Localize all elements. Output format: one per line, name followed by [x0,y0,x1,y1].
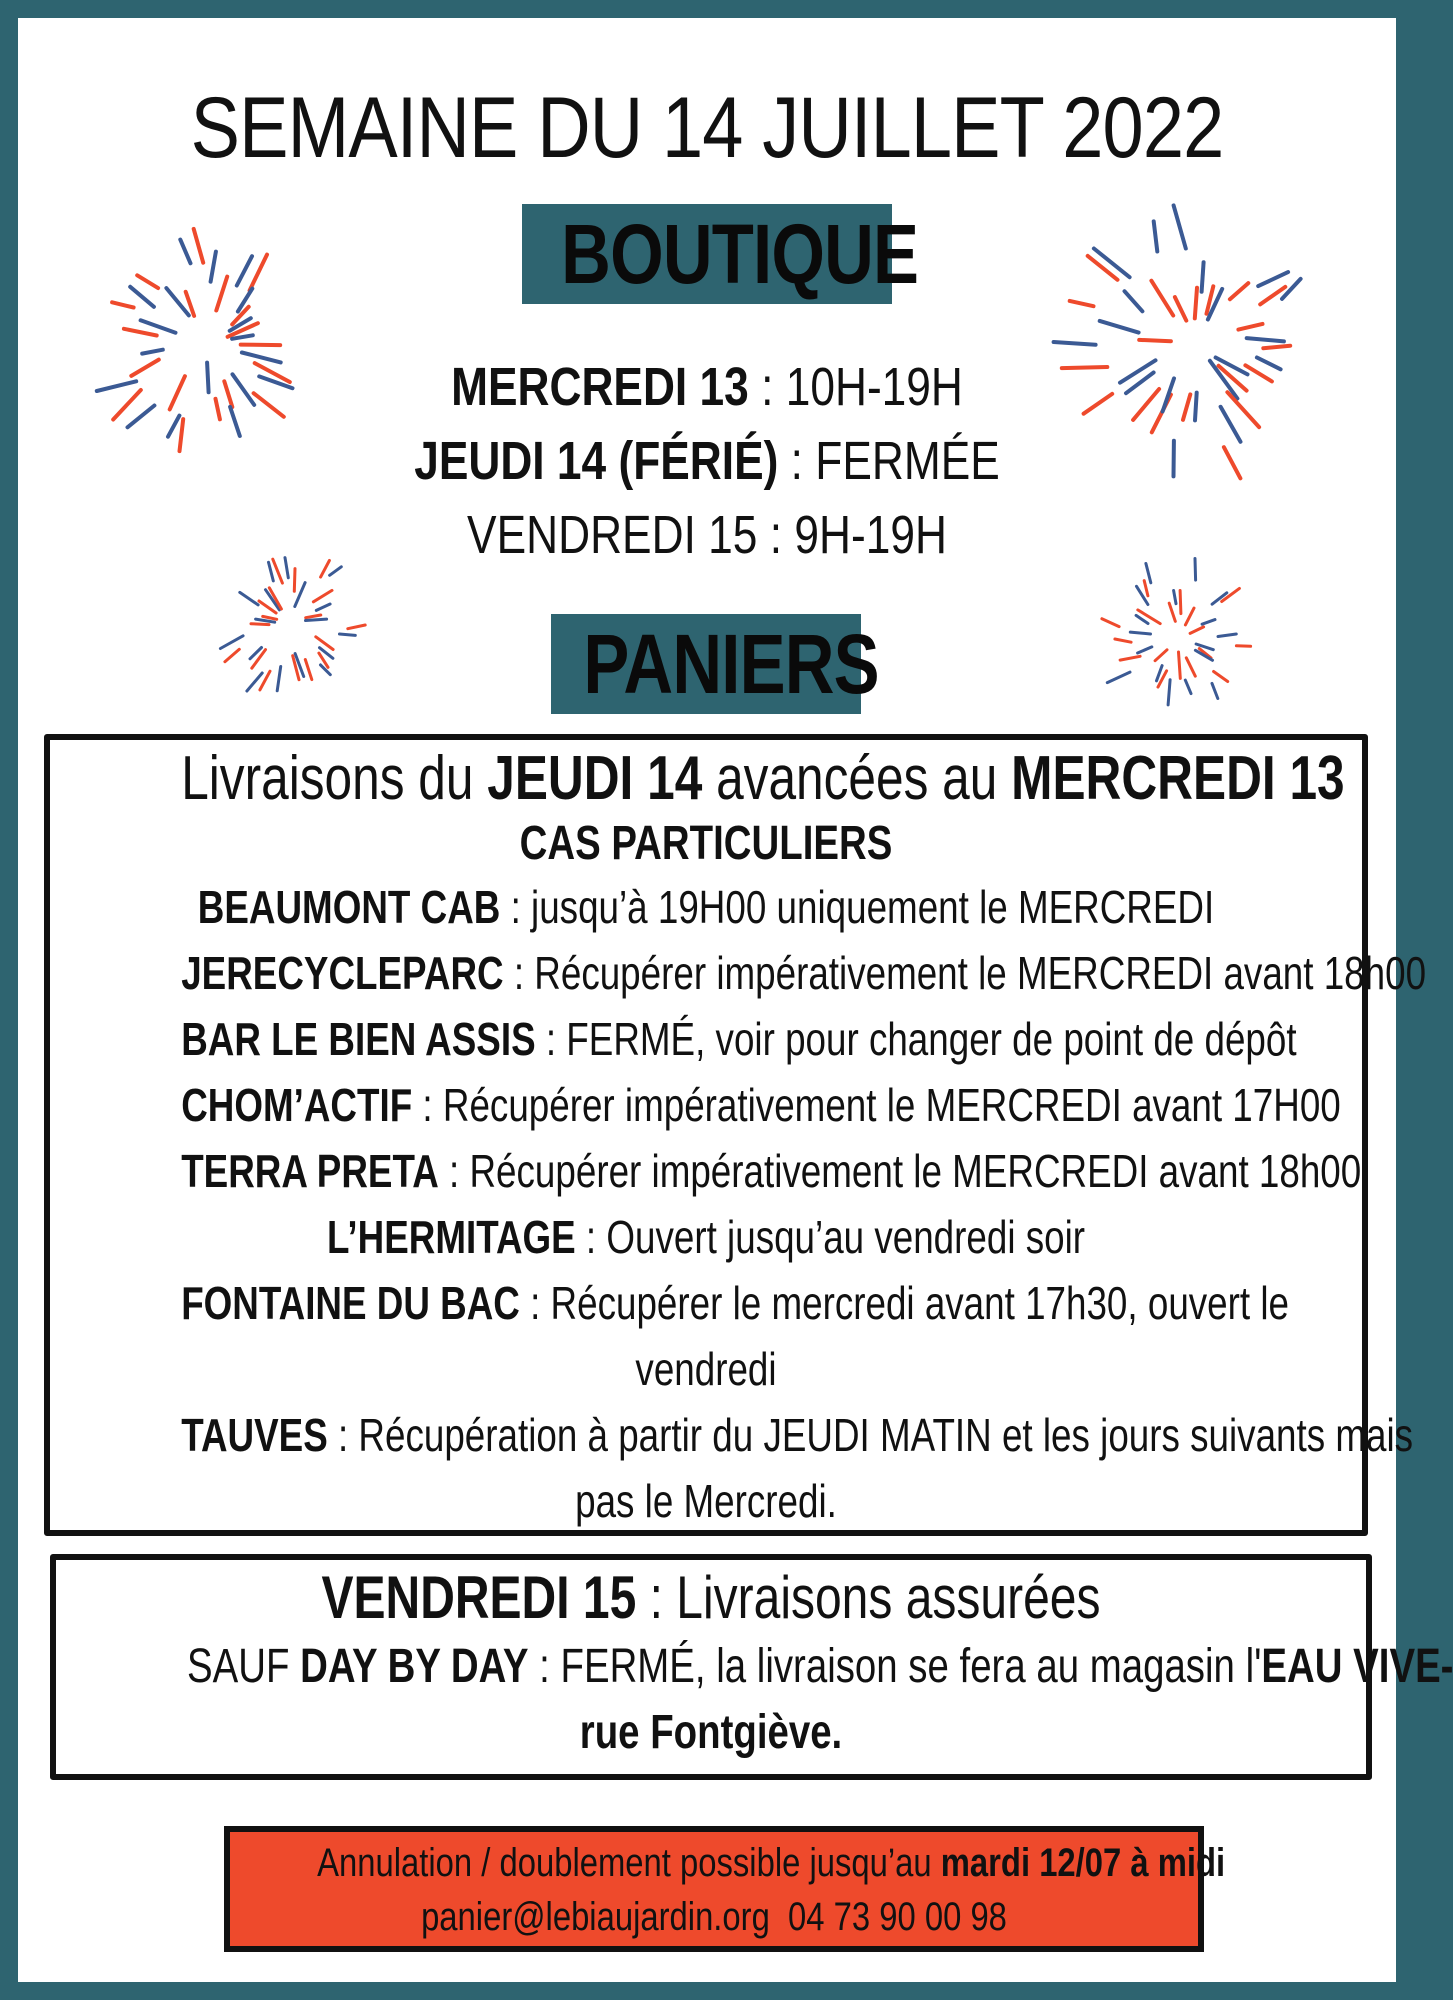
firework-ray [1180,591,1181,614]
firework-ray [306,619,327,620]
firework-ray [1139,340,1171,341]
vendredi-delivery-box [50,1554,1453,1780]
firework-ray [1100,321,1139,333]
contact-line [317,1890,1111,1944]
firework-ray [1185,680,1191,694]
firework-ray [1212,683,1218,698]
firework-ray [1088,256,1118,280]
firework-ray [237,256,252,285]
firework-ray [1144,581,1148,596]
firework-ray [1236,646,1250,647]
firework-ray [130,287,154,307]
list-item: JERECYCLEPARC : Récupérer impérativement le MERCREDI avant 18h00 [181,947,1427,999]
firework-ray [180,240,190,264]
page-title: SEMAINE DU 14 JUILLET 2022 [190,80,1224,176]
firework-ray [340,634,356,635]
firework-ray [220,636,243,649]
phone-number[interactable]: 04 73 90 00 98 [788,1895,1007,1939]
firework-ray [1168,680,1170,705]
firework-ray [277,667,281,691]
firework-ray [1151,281,1173,316]
firework-ray [295,583,305,607]
firework-ray [1175,297,1186,321]
firework-ray [1185,608,1194,625]
firework-ray [348,625,365,629]
firework-ray [141,320,176,332]
firework-ray [1138,647,1152,653]
firework-ray [1120,656,1140,660]
firework-ray [1115,639,1131,642]
firework-ray [1130,632,1150,634]
firework-ray [216,277,227,311]
contact-footer [224,1826,1226,1952]
cancellation-note: Annulation / doublement possible jusqu’au mardi 12/07 à midi [317,1841,1226,1885]
firework-ray [1174,591,1176,604]
list-item-continuation: vendredi [635,1343,777,1395]
special-cases-heading: CAS PARTICULIERS [519,817,893,870]
firework-ray [137,275,158,288]
firework-ray [241,345,281,346]
list-item: BAR LE BIEN ASSIS : FERMÉ, voir pour changer de point de dépôt [181,1013,1297,1065]
firework-ray [1169,603,1175,621]
list-item: TERRA PRETA : Récupérer impérativement le MERCREDI avant 18h00 [181,1145,1362,1197]
firework-ray [1202,620,1215,625]
hours-row: JEUDI 14 (FÉRIÉ) : FERMÉE [414,431,1000,491]
list-item: TAUVES : Récupération à partir du JEUDI MATIN et les jours suivants mais [181,1409,1414,1461]
list-item: L’HERMITAGE : Ouvert jusqu’au vendredi soir [326,1211,1086,1263]
firework-ray [1195,288,1197,319]
paniers-label: PANIERS [551,614,861,714]
firework-ray [1174,205,1186,248]
vendredi-heading: VENDREDI 15 : Livraisons assurées [321,1564,1101,1631]
poster [18,18,1453,1982]
firework-ray [1070,301,1094,306]
hours-row: VENDREDI 15 : 9H-19H [467,505,947,565]
jeudi-delivery-box [44,734,1427,1536]
firework-ray [1186,658,1195,676]
firework-ray [1218,634,1236,637]
firework-ray [240,592,258,605]
list-item: FONTAINE DU BAC : Récupérer le mercredi avant 17h30, ouvert le [181,1277,1289,1329]
firework-ray [1247,338,1284,341]
firework-ray [251,624,269,625]
email-link[interactable]: panier@lebiaujardin.org [421,1895,770,1939]
firework-ray [1258,272,1288,286]
firework-ray [305,660,312,680]
firework-ray [1102,619,1119,627]
firework-ray [1125,291,1143,311]
firework-ray [124,329,157,336]
firework-ray [294,569,295,592]
firework-ray [1202,262,1204,292]
firework-ray [225,649,239,661]
firework-ray [1214,672,1228,682]
firework-ray [211,252,216,282]
firework-ray [306,615,321,618]
list-item-continuation: pas le Mercredi. [575,1475,837,1527]
firework-ray [1107,672,1130,683]
firework-ray [232,335,253,339]
boutique-hours [18,350,1396,572]
firework-ray [263,616,277,619]
firework-ray [1263,346,1290,349]
vendredi-exception-continuation: rue Fontgiève. [579,1706,843,1759]
firework-ray [1155,650,1167,661]
firework-ray [112,302,134,307]
firework-ray [1138,610,1160,624]
firework-ray [1154,221,1158,251]
firework-ray [313,590,332,601]
firework-ray [1260,287,1285,305]
list-item: BEAUMONT CAB : jusqu’à 19H00 uniquement le MERCREDI [197,881,1215,933]
firework-ray [316,604,330,610]
jeudi-heading: Livraisons du JEUDI 14 avancées au MERCREDI 13 [181,744,1345,813]
hours-row: MERCREDI 13 : 10H-19H [451,357,963,417]
firework-ray [1230,283,1248,299]
firework-ray [1238,324,1262,330]
firework-ray [1179,652,1181,678]
firework-ray [194,229,204,263]
firework-ray [1190,627,1204,634]
vendredi-exception: SAUF DAY BY DAY : FERMÉ, la livraison se fera au magasin l'EAU VIVE- [187,1640,1453,1693]
firework-ray [1054,342,1096,345]
list-item: CHOM’ACTIF : Récupérer impérativement le MERCREDI avant 17H00 [181,1079,1341,1131]
boutique-label: BOUTIQUE [522,204,892,304]
